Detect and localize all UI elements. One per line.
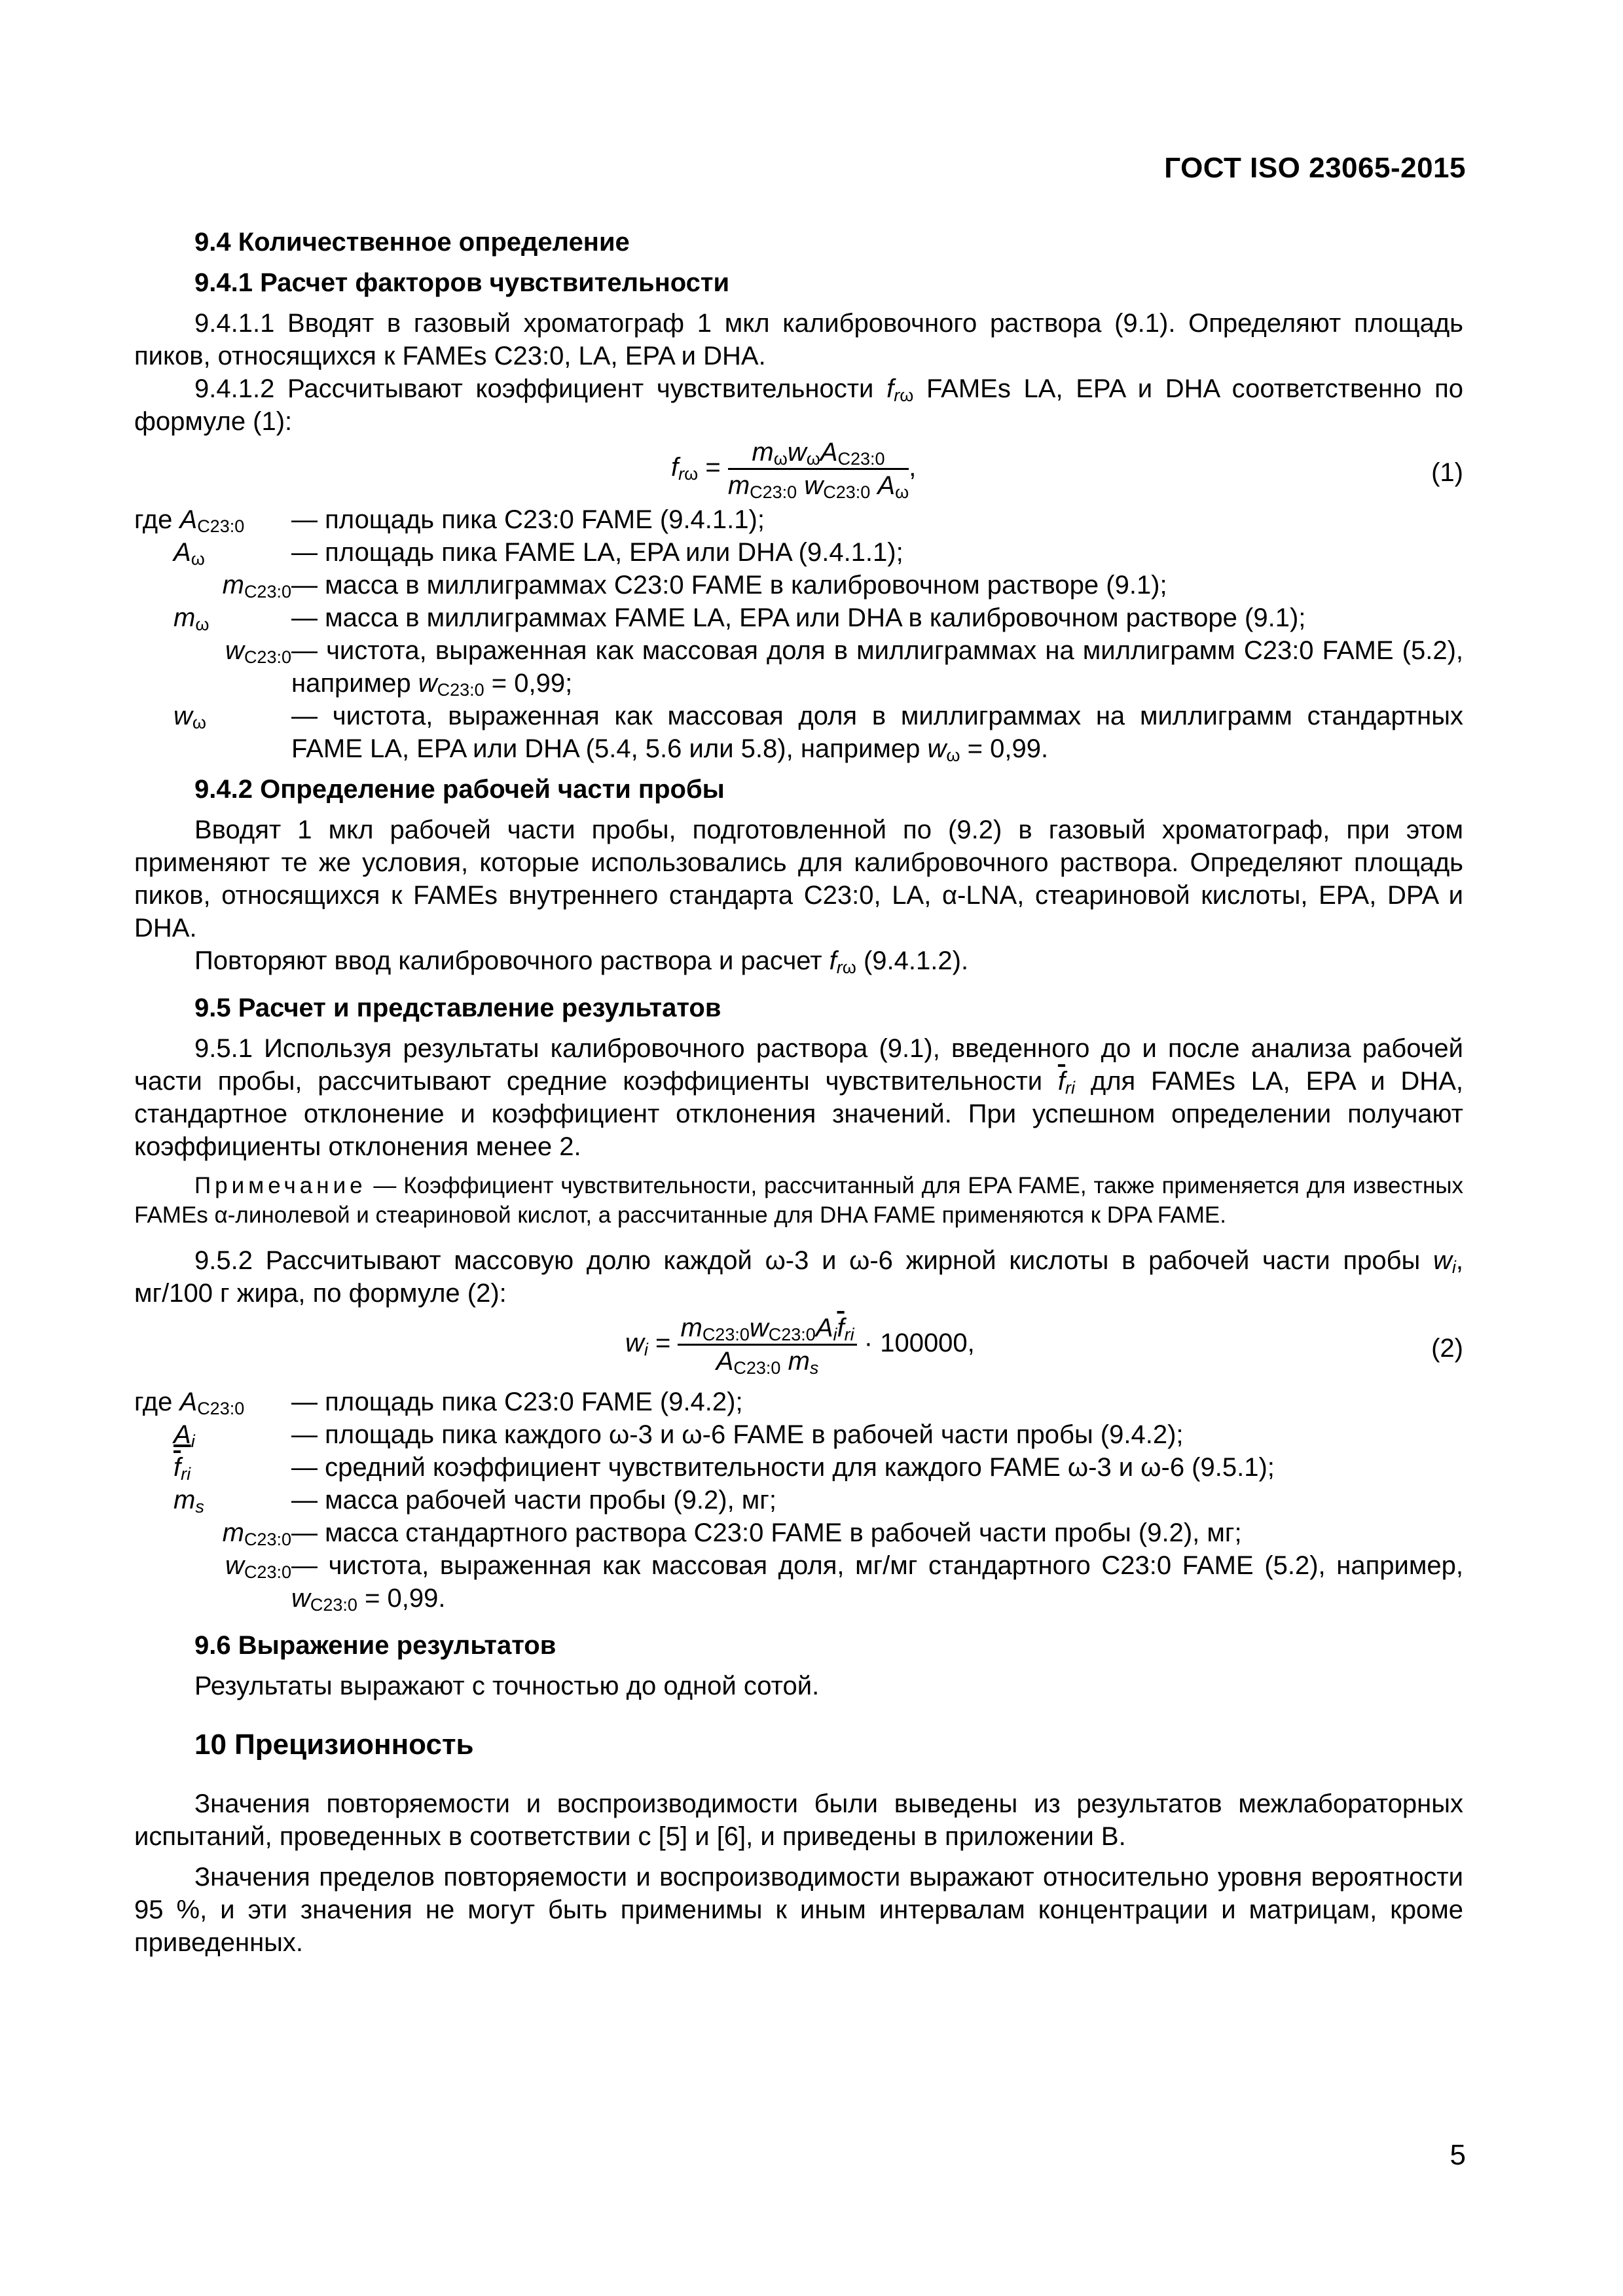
paragraph-9-5-2: 9.5.2 Рассчитывают массовую долю каждой ω-3 и ω-6 жирной кислоты в рабочей части пробы $w_i$, мг/100 г жира, по формуле (2): bbox=[134, 1246, 1463, 1308]
definition-row: $w_\omega$ — чистота, выраженная как массовая доля в миллиграммах на миллиграмм стандартных FAME LA, EPA или DHA (5.4, 5.6 или 5.8), например $w_\omega = 0,99$. bbox=[173, 702, 1463, 765]
formula-1: $f_{r\omega}$ = $\frac{m_\omega w_\omega A_{C23:0}}{m_{C23:0} w_{C23:0} A_\omega}$ , (1) bbox=[671, 438, 1463, 502]
note-label: Примечание bbox=[194, 1173, 367, 1198]
formula-2: $w_i$ = $\frac{m_{C23:0}w_{C23:0}A_i\overline{f}_{ri}}{A_{C23:0} m_s}$ · 100000, (2) bbox=[625, 1314, 1463, 1378]
paragraph-9-4-2: Вводят 1 мкл рабочей части пробы, подготовленной по (9.2) в газовый хроматограф, при этом применяют те же условия, которые использовались для калибровочного раствора. Определяют площадь пиков, относящихся к FAMEs внутреннего стандарта C23:0, LA, α-LNA, стеариновой кислоты, EPA, DPA и DHA. bbox=[134, 816, 1463, 942]
paragraph-10-1: Значения повторяемости и воспроизводимости были выведены из результатов межлабораторных испытаний, проведенных в соответствии с [5] и [6], и приведены в приложении В. bbox=[134, 1789, 1463, 1851]
paragraph-repeat-calibration: Повторяют ввод калибровочного раствора и расчет $f_{r\omega}$ (9.4.1.2). bbox=[194, 946, 969, 977]
definition-row: $w_{C23:0}$ — чистота, выраженная как массовая доля в миллиграммах на миллиграмм C23:0 FAME (5.2), например $w_{C23:0} = 0,99$; bbox=[225, 636, 1463, 700]
formula-2-definitions bbox=[134, 1386, 1463, 1615]
note: Примечание — Коэффициент чувствительности, рассчитанный для EPA FAME, также применяется для известных FAMEs α-линолевой и стеариновой кислот, а рассчитанные для DHA FAME применяются к DPA FAME. bbox=[134, 1173, 1463, 1228]
definition-row: где $A_{C23:0}$ — площадь пика C23:0 FAME (9.4.1.1); bbox=[134, 505, 765, 536]
section-9-4-title: 9.4 Количественное определение bbox=[194, 228, 630, 257]
section-9-4-1-title: 9.4.1 Расчет факторов чувствительности bbox=[194, 268, 730, 297]
section-9-6-title: 9.6 Выражение результатов bbox=[194, 1631, 556, 1660]
paragraph-9-4-1-1: 9.4.1.1 Вводят в газовый хроматограф 1 мкл калибровочного раствора (9.1). Определяют площадь пиков, относящихся к FAMEs C23:0, LA, EPA и DHA. bbox=[134, 309, 1463, 370]
formula-2-number: (2) bbox=[1431, 1334, 1463, 1363]
document-code: ГОСТ ISO 23065-2015 bbox=[1164, 152, 1466, 184]
definition-row: $m_\omega$ — масса в миллиграммах FAME LA, EPA или DHA в калибровочном растворе (9.1); bbox=[173, 603, 1306, 634]
definition-row: $A_i$ — площадь пика каждого ω-3 и ω-6 FAME в рабочей части пробы (9.4.2); bbox=[173, 1420, 1184, 1451]
section-9-5-title: 9.5 Расчет и представление результатов bbox=[194, 994, 721, 1022]
formula-1-definitions bbox=[134, 503, 1463, 765]
definition-row: где $A_{C23:0}$ — площадь пика C23:0 FAME (9.4.2); bbox=[134, 1388, 743, 1418]
formula-1-number: (1) bbox=[1431, 458, 1463, 487]
section-9-4-2-title: 9.4.2 Определение рабочей части пробы bbox=[194, 775, 725, 804]
paragraph-9-4-1-2: 9.4.1.2 Рассчитывают коэффициент чувствительности $f_{r\omega}$ FAMEs LA, EPA и DHA соответственно по формуле (1): bbox=[134, 374, 1463, 436]
definition-row: $m_s$ — масса рабочей части пробы (9.2), мг; bbox=[173, 1486, 776, 1516]
definition-row: $m_{C23:0}$ — масса в миллиграммах C23:0 FAME в калибровочном растворе (9.1); bbox=[222, 571, 1167, 601]
formula-2-fraction: $\frac{m_{C23:0}w_{C23:0}A_i\overline{f}_{ri}}{A_{C23:0} m_s}$ bbox=[678, 1314, 856, 1376]
definition-row: $w_{C23:0}$ — чистота, выраженная как массовая доля, мг/мг стандартного C23:0 FAME (5.2), например, $w_{C23:0} = 0,99$. bbox=[225, 1551, 1463, 1615]
formula-1-fraction: $\frac{m_\omega w_\omega A_{C23:0}}{m_{C23:0} w_{C23:0} A_\omega}$ bbox=[727, 438, 909, 502]
paragraph-10-2: Значения пределов повторяемости и воспроизводимости выражают относительно уровня вероятности 95 %, и эти значения не могут быть применимы к иным интервалам концентрации и матрицам, кроме приведенных. bbox=[134, 1863, 1463, 1957]
paragraph-9-6: Результаты выражают с точностью до одной сотой. bbox=[194, 1672, 820, 1700]
definition-row: $\overline{f}_{ri}$ — средний коэффициент чувствительности для каждого FAME ω-3 и ω-6 (9.5.1); bbox=[173, 1453, 1275, 1484]
section-10-title: 10 Прецизионность bbox=[194, 1729, 474, 1761]
definition-row: $m_{C23:0}$ — масса стандартного раствора C23:0 FAME в рабочей части пробы (9.2), мг; bbox=[222, 1518, 1242, 1549]
page-content bbox=[134, 226, 1463, 1959]
page-number: 5 bbox=[1450, 2139, 1466, 2171]
paragraph-9-5-1: 9.5.1 Используя результаты калибровочного раствора (9.1), введенного до и после анализа рабочей части пробы, рассчитывают средние коэффициенты чувствительности $\overline{f}_{ri}$ для FAMEs LA, EPA и DHA, стандартное отклонение и коэффициент отклонения значений. При успешном определении получают коэффициенты отклонения менее 2. bbox=[134, 1034, 1463, 1161]
definition-row: $A_\omega$ — площадь пика FAME LA, EPA или DHA (9.4.1.1); bbox=[173, 538, 903, 569]
